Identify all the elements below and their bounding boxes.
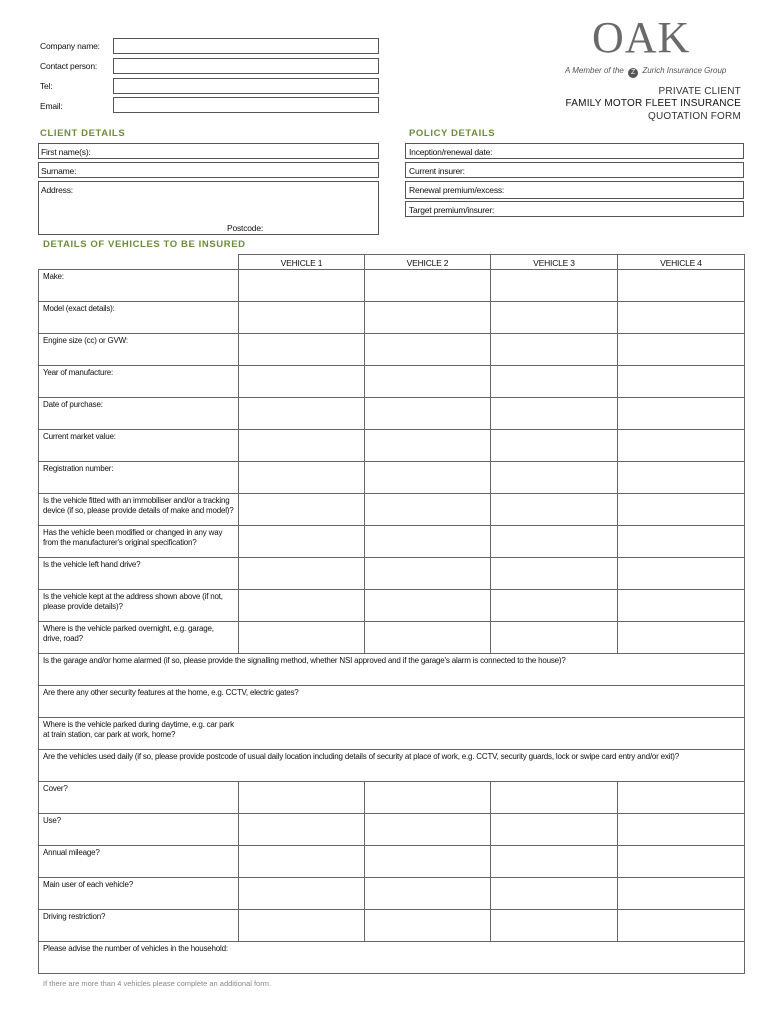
lhd-v3-cell[interactable] [491,557,618,589]
main-user-v4-cell[interactable] [618,877,745,909]
cover-v2-cell[interactable] [365,781,491,813]
model-v3-cell[interactable] [491,301,618,333]
daily-use-cell[interactable] [39,749,745,781]
table-row [39,813,745,845]
table-row [39,269,745,301]
engine-v2-cell[interactable] [365,333,491,365]
immobiliser-v1-cell[interactable] [239,493,365,525]
tel-field[interactable] [113,78,379,94]
row-label-parked-night: Where is the vehicle parked overnight, e.g. garage, drive, road? [39,621,239,653]
mileage-v3-cell[interactable] [491,845,618,877]
table-row [39,589,745,621]
table-row [39,333,745,365]
row-label-restriction: Driving restriction? [39,909,239,941]
table-row [39,749,745,781]
parked-night-v3-cell[interactable] [491,621,618,653]
modified-v2-cell[interactable] [365,525,491,557]
engine-v1-cell[interactable] [239,333,365,365]
table-row [39,653,745,685]
make-v1-cell[interactable] [239,269,365,301]
table-row [39,429,745,461]
security-cell[interactable] [39,685,745,717]
address-field[interactable] [38,181,379,235]
model-v4-cell[interactable] [618,301,745,333]
main-user-v2-cell[interactable] [365,877,491,909]
year-v1-cell[interactable] [239,365,365,397]
table-row [39,781,745,813]
use-v4-cell[interactable] [618,813,745,845]
tagline-suffix: Zurich Insurance Group [642,66,727,75]
table-row [39,525,745,557]
make-v2-cell[interactable] [365,269,491,301]
row-label-purchase: Date of purchase: [39,397,239,429]
value-v1-cell[interactable] [239,429,365,461]
vehicle-4-header: VEHICLE 4 [618,255,745,270]
modified-v3-cell[interactable] [491,525,618,557]
engine-v3-cell[interactable] [491,333,618,365]
mileage-v1-cell[interactable] [239,845,365,877]
value-v2-cell[interactable] [365,429,491,461]
row-label-use: Use? [39,813,239,845]
inception-date-field[interactable] [405,143,744,159]
restriction-v4-cell[interactable] [618,909,745,941]
restriction-v3-cell[interactable] [491,909,618,941]
form-line-private-client: PRIVATE CLIENT [658,86,741,97]
vehicles-heading: DETAILS OF VEHICLES TO BE INSURED [43,239,246,250]
cover-v1-cell[interactable] [239,781,365,813]
company-name-label: Company name: [40,41,100,51]
first-name-label: First name(s): [41,147,91,157]
renewal-premium-label: Renewal premium/excess: [409,185,505,195]
row-label-cover: Cover? [39,781,239,813]
use-v1-cell[interactable] [239,813,365,845]
tagline-prefix: A Member of the [565,66,624,75]
table-row [39,941,745,973]
mileage-v4-cell[interactable] [618,845,745,877]
kept-v4-cell[interactable] [618,589,745,621]
renewal-premium-field[interactable] [405,181,744,199]
table-row [39,365,745,397]
parked-night-v2-cell[interactable] [365,621,491,653]
address-label: Address: [41,185,73,195]
contact-person-field[interactable] [113,58,379,74]
first-name-field[interactable] [38,143,379,159]
footer-note: If there are more than 4 vehicles please complete an additional form. [43,979,272,988]
purchase-v2-cell[interactable] [365,397,491,429]
surname-field[interactable] [38,162,379,178]
immobiliser-v2-cell[interactable] [365,493,491,525]
form-line-quotation: QUOTATION FORM [648,111,741,122]
vehicle-1-header: VEHICLE 1 [239,255,365,270]
row-label-year: Year of manufacture: [39,365,239,397]
table-row [39,557,745,589]
row-label-alarm: Is the garage and/or home alarmed (if so, please provide the signalling method, whether NSI approved and if the garage's alarm is connected to the house)? [43,655,566,665]
email-label: Email: [40,101,63,111]
surname-label: Surname: [41,166,77,176]
make-v3-cell[interactable] [491,269,618,301]
model-v2-cell[interactable] [365,301,491,333]
vehicle-2-header: VEHICLE 2 [365,255,491,270]
company-name-field[interactable] [113,38,379,54]
row-label-lhd: Is the vehicle left hand drive? [39,557,239,589]
row-label-household: Please advise the number of vehicles in the household: [43,943,228,953]
table-row [39,493,745,525]
model-v1-cell[interactable] [239,301,365,333]
kept-v2-cell[interactable] [365,589,491,621]
table-row [39,621,745,653]
client-details-heading: CLIENT DETAILS [40,128,126,139]
cover-v4-cell[interactable] [618,781,745,813]
lhd-v1-cell[interactable] [239,557,365,589]
brand-tagline [565,66,726,78]
immobiliser-v3-cell[interactable] [491,493,618,525]
purchase-v3-cell[interactable] [491,397,618,429]
modified-v1-cell[interactable] [239,525,365,557]
row-label-modified: Has the vehicle been modified or changed in any way from the manufacturer's original specification? [39,525,239,557]
current-insurer-field[interactable] [405,162,744,178]
year-v2-cell[interactable] [365,365,491,397]
tel-label: Tel: [40,81,53,91]
make-v4-cell[interactable] [618,269,745,301]
oak-logo: OAK [592,13,691,62]
row-label-model: Model (exact details): [39,301,239,333]
row-label-daily: Are the vehicles used daily (if so, please provide postcode of usual daily location including details of security at place of work, e.g. CCTV, security guards, lock or swipe card entry and/or exit)? [43,751,680,761]
registration-v3-cell[interactable] [491,461,618,493]
year-v4-cell[interactable] [618,365,745,397]
table-row [39,845,745,877]
row-label-value: Current market value: [39,429,239,461]
row-label-security: Are there any other security features at the home, e.g. CCTV, electric gates? [43,687,299,697]
restriction-v1-cell[interactable] [239,909,365,941]
row-label-main-user: Main user of each vehicle? [39,877,239,909]
registration-v1-cell[interactable] [239,461,365,493]
lhd-v2-cell[interactable] [365,557,491,589]
postcode-label: Postcode: [227,223,264,233]
value-v3-cell[interactable] [491,429,618,461]
modified-v4-cell[interactable] [618,525,745,557]
cover-v3-cell[interactable] [491,781,618,813]
table-row [39,909,745,941]
registration-v2-cell[interactable] [365,461,491,493]
table-row [39,717,745,749]
table-row [39,397,745,429]
parked-day-cell[interactable] [39,717,745,749]
policy-details-heading: POLICY DETAILS [409,128,496,139]
current-insurer-label: Current insurer: [409,166,465,176]
row-label-mileage: Annual mileage? [39,845,239,877]
target-premium-label: Target premium/insurer: [409,205,495,215]
header-blank [39,255,239,270]
row-label-make: Make: [39,269,239,301]
alarm-cell[interactable] [39,653,745,685]
use-v3-cell[interactable] [491,813,618,845]
table-row [39,461,745,493]
table-row [39,301,745,333]
purchase-v1-cell[interactable] [239,397,365,429]
table-row [39,877,745,909]
row-label-registration: Registration number: [39,461,239,493]
row-label-kept: Is the vehicle kept at the address shown above (if not, please provide details)? [39,589,239,621]
table-row [39,685,745,717]
vehicle-3-header: VEHICLE 3 [491,255,618,270]
kept-v1-cell[interactable] [239,589,365,621]
lhd-v4-cell[interactable] [618,557,745,589]
mileage-v2-cell[interactable] [365,845,491,877]
parked-night-v1-cell[interactable] [239,621,365,653]
row-label-engine: Engine size (cc) or GVW: [39,333,239,365]
use-v2-cell[interactable] [365,813,491,845]
purchase-v4-cell[interactable] [618,397,745,429]
inception-date-label: Inception/renewal date: [409,147,493,157]
row-label-parked-day: Where is the vehicle parked during daytime, e.g. car park at train station, car park at work, home? [43,719,234,739]
zurich-logo-icon: Z [628,68,638,78]
immobiliser-v4-cell[interactable] [618,493,745,525]
engine-v4-cell[interactable] [618,333,745,365]
household-cell[interactable] [39,941,745,973]
main-user-v1-cell[interactable] [239,877,365,909]
contact-person-label: Contact person: [40,61,98,71]
year-v3-cell[interactable] [491,365,618,397]
row-label-immobiliser: Is the vehicle fitted with an immobiliser and/or a tracking device (if so, please provide details of make and model)? [39,493,239,525]
registration-v4-cell[interactable] [618,461,745,493]
form-line-title: FAMILY MOTOR FLEET INSURANCE [565,98,741,109]
parked-night-v4-cell[interactable] [618,621,745,653]
vehicles-table [38,254,745,974]
kept-v3-cell[interactable] [491,589,618,621]
target-premium-field[interactable] [405,201,744,217]
value-v4-cell[interactable] [618,429,745,461]
restriction-v2-cell[interactable] [365,909,491,941]
main-user-v3-cell[interactable] [491,877,618,909]
email-field[interactable] [113,97,379,113]
